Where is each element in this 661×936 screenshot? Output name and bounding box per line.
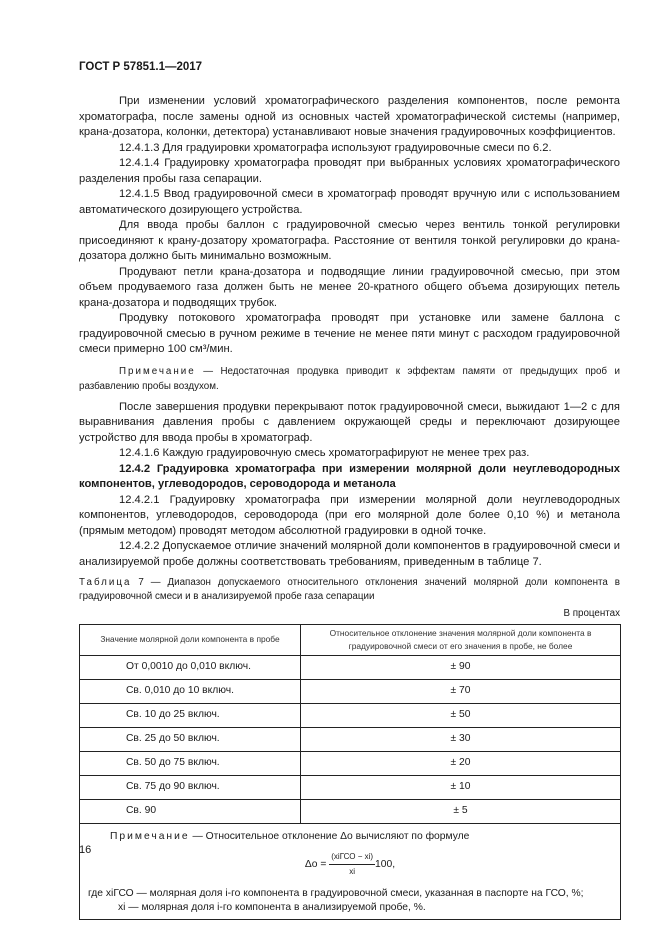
formula-tail: 100, — [375, 858, 396, 870]
table-note-label: Примечание — [110, 830, 190, 842]
paragraph: 12.4.1.6 Каждую градуировочную смесь хроматографируют не менее трех раз. — [119, 447, 530, 459]
table-cell: Св. 50 до 75 включ. — [80, 751, 301, 775]
table-row — [80, 679, 621, 703]
column-header: Относительное отклонение значения молярной доли компонента в градуировочной смеси от его значения в пробе, не более — [301, 624, 621, 655]
formula-lhs: Δо = — [304, 858, 327, 870]
paragraph: 12.4.1.4 Градуировку хроматографа проводят при выбранных условиях хроматографического разделения пробы газа сепарации. — [79, 157, 620, 185]
table-cell: ± 90 — [301, 655, 621, 679]
table-cell: ± 50 — [301, 703, 621, 727]
where-line: где xiГСО — молярная доля i-го компонента в градуировочной смеси, указанная в паспорте на ГСО, %; — [88, 887, 584, 899]
table-row — [80, 799, 621, 823]
table-note-row — [80, 823, 621, 919]
formula — [88, 850, 612, 879]
table-cell: Св. 25 до 50 включ. — [80, 727, 301, 751]
table-row — [80, 655, 621, 679]
column-header: Значение молярной доли компонента в пробе — [80, 624, 301, 655]
table-note-text: — Относительное отклонение Δо вычисляют по формуле — [189, 830, 470, 842]
table-cell: Св. 90 — [80, 799, 301, 823]
document-header: ГОСТ Р 57851.1—2017 — [79, 61, 203, 73]
table-cell: ± 30 — [301, 727, 621, 751]
table-row — [80, 727, 621, 751]
table-units: В процентах — [563, 608, 620, 619]
formula-denominator: xi — [349, 866, 356, 876]
document-body — [79, 94, 620, 920]
section-heading: 12.4.2 Градуировка хроматографа при измерении молярной доли неуглеводородных компонентов, углеводородов, сероводорода и метанола — [79, 462, 620, 490]
table-cell: Св. 0,010 до 10 включ. — [80, 679, 301, 703]
tolerance-table — [79, 624, 621, 920]
table-cell: ± 5 — [301, 799, 621, 823]
paragraph: Продувку потокового хроматографа проводят при установке или замене баллона с градуировочной смесью в ручном режиме в течение не менее пяти минут с расходом градуировочной смеси примерно 100 см³/мин. — [79, 312, 620, 355]
paragraph: 12.4.2.1 Градуировку хроматографа при измерении молярной доли неуглеводородных компонентов, углеводородов, сероводорода (при его молярной доле более 0,10 %) и метанола (прямым методом) проводят методом абсолютной градуировки в одной точке. — [79, 493, 620, 537]
paragraph: 12.4.1.5 Ввод градуировочной смеси в хроматограф проводят вручную или с использованием автоматического дозирующего устройства. — [79, 188, 620, 216]
table-row — [80, 751, 621, 775]
paragraph: Для ввода пробы баллон с градуировочной смесью через вентиль тонкой регулировки присоединяют к крану-дозатору хроматографа. Расстояние от вентиля тонкой регулировки до крана-дозатора должно быть минимально возможным. — [79, 219, 620, 262]
note-label: Примечание — [119, 365, 196, 377]
page-number: 16 — [79, 844, 92, 856]
paragraph: 12.4.1.3 Для градуировки хроматографа используют градуировочные смеси по 6.2. — [119, 141, 552, 154]
note-text: — Недостаточная продувка приводит к эффектам памяти от предыдущих проб и разбавлению пробы воздухом. — [79, 365, 620, 392]
paragraph: После завершения продувки перекрывают поток градуировочной смеси, выжидают 1—2 с для выравнивания давления пробы с давлением окружающей среды и переключают дозирующее устройство для ввода пробы в хроматограф. — [79, 400, 620, 444]
table-cell: Св. 75 до 90 включ. — [80, 775, 301, 799]
table-row — [80, 703, 621, 727]
paragraph: Продувают петли крана-дозатора и подводящие линии градуировочной смесью, при этом объем продуваемого газа должен быть не менее 20-кратного общего объема дозирующих петель крана-дозатора и подводящих трубок. — [79, 265, 620, 309]
formula-numerator: (xiГСО − xi) — [329, 850, 375, 865]
table-row — [80, 775, 621, 799]
paragraph: 12.4.2.2 Допускаемое отличие значений молярной доли компонентов в градуировочной смеси и анализируемой пробе должны соответствовать требованиям, приведенным в таблице 7. — [79, 540, 620, 568]
table-cell: Св. 10 до 25 включ. — [80, 703, 301, 727]
table-note — [80, 823, 621, 919]
table-cell: ± 10 — [301, 775, 621, 799]
note — [79, 364, 620, 394]
table-caption-text: 7 — Диапазон допускаемого относительного отклонения значений молярной доли компонента в градуировочной смеси и в анализируемой пробе газа сепарации — [79, 577, 620, 602]
table-caption-label: Таблица — [79, 577, 132, 588]
table-cell: ± 70 — [301, 679, 621, 703]
table-cell: ± 20 — [301, 751, 621, 775]
table-header-row — [80, 624, 621, 655]
where-line: xi — молярная доля i-го компонента в анализируемой пробе, %. — [118, 901, 426, 913]
formula-fraction — [329, 850, 375, 879]
table-caption — [79, 576, 620, 604]
paragraph: При изменении условий хроматографического разделения компонентов, после ремонта хроматографа, после замены одной из основных частей хроматографической системы (например, крана-дозатора, колонки, детектора) устанавливают новые значения градуировочных коэффициентов. — [79, 95, 620, 138]
table-cell: От 0,0010 до 0,010 включ. — [80, 655, 301, 679]
